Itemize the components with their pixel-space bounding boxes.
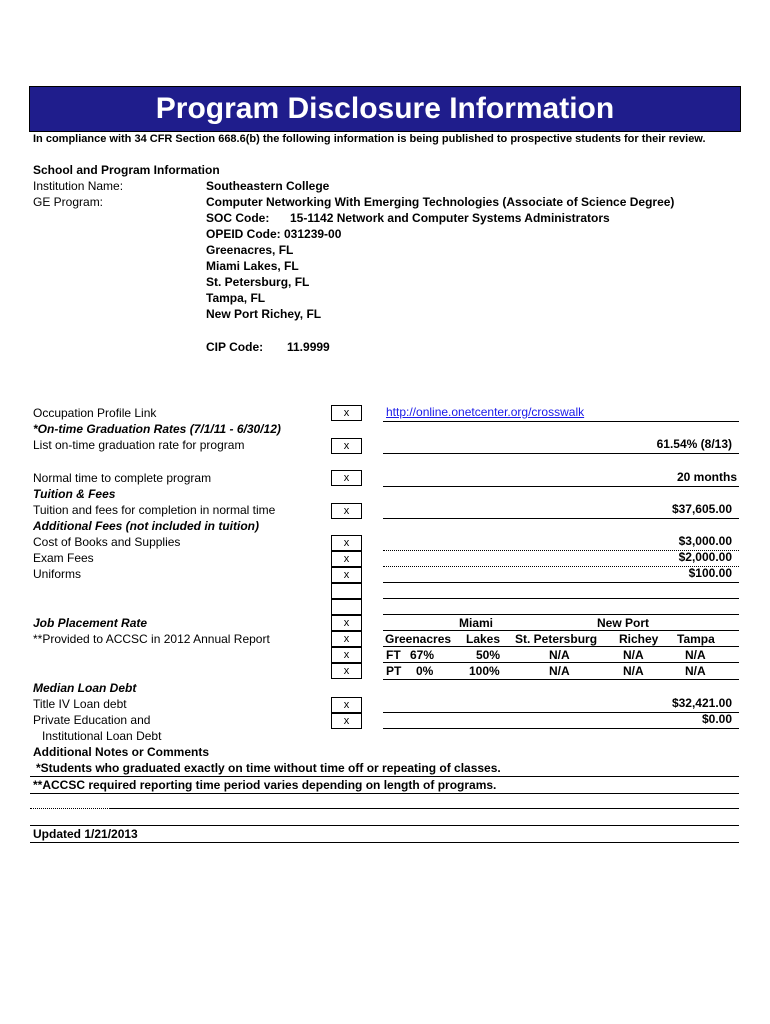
pt-tampa: N/A xyxy=(685,664,706,678)
pt-row-line xyxy=(383,679,739,680)
location-greenacres: Greenacres, FL xyxy=(206,243,294,257)
col-richey: Richey xyxy=(619,632,659,646)
normal-time-label: Normal time to complete program xyxy=(33,471,212,485)
location-new-port-richey: New Port Richey, FL xyxy=(206,307,322,321)
title-iv-underline xyxy=(383,712,739,713)
exam-fees-underline xyxy=(383,566,739,567)
ft-tampa: N/A xyxy=(685,648,706,662)
uniforms-checkbox: x xyxy=(331,567,362,583)
location-tampa: Tampa, FL xyxy=(206,291,266,305)
updated-date: Updated 1/21/2013 xyxy=(33,827,138,841)
title-iv-label: Title IV Loan debt xyxy=(33,697,127,711)
uniforms-value: $100.00 xyxy=(688,566,732,580)
tuition-underline xyxy=(383,518,739,519)
soc-code-label: SOC Code: xyxy=(206,211,270,225)
job-placement-note: **Provided to ACCSC in 2012 Annual Report xyxy=(33,632,270,646)
empty-underline xyxy=(383,614,739,615)
ft-lakes: 50% xyxy=(476,648,501,662)
col-greenacres: Greenacres xyxy=(385,632,452,646)
job-placement-heading: Job Placement Rate xyxy=(33,616,148,630)
tuition-label: Tuition and fees for completion in normal time xyxy=(33,503,276,517)
ft-greenacres: 67% xyxy=(410,648,435,662)
exam-fees-value: $2,000.00 xyxy=(678,550,732,564)
normal-time-checkbox: x xyxy=(331,470,362,486)
bottom-divider xyxy=(30,842,739,843)
col-st-petersburg: St. Petersburg xyxy=(515,632,598,646)
occupation-underline xyxy=(383,421,739,422)
note-on-time: *Students who graduated exactly on time without time off or repeating of classes. xyxy=(36,761,501,775)
books-value: $3,000.00 xyxy=(678,534,732,548)
tuition-heading: Tuition & Fees xyxy=(33,487,116,501)
additional-fees-heading: Additional Fees (not included in tuition) xyxy=(33,519,259,533)
pt-greenacres: 0% xyxy=(416,664,434,678)
normal-time-value: 20 months xyxy=(676,470,737,484)
placement-checkbox: x xyxy=(331,631,362,647)
compliance-statement: In compliance with 34 CFR Section 668.6(b) the following information is being published to prospective students for their review. xyxy=(33,133,706,145)
tuition-checkbox: x xyxy=(331,503,362,519)
dotted-divider xyxy=(30,808,110,809)
col-top-new-port: New Port xyxy=(597,616,650,630)
note-divider xyxy=(110,808,739,809)
exam-fees-label: Exam Fees xyxy=(33,551,94,565)
tuition-value: $37,605.00 xyxy=(671,502,732,516)
exam-fees-checkbox: x xyxy=(331,551,362,567)
private-loan-underline xyxy=(383,728,739,729)
uniforms-label: Uniforms xyxy=(33,567,82,581)
pt-lakes: 100% xyxy=(469,664,500,678)
empty-underline xyxy=(383,598,739,599)
pt-st-petersburg: N/A xyxy=(549,664,570,678)
ft-st-petersburg: N/A xyxy=(549,648,570,662)
occupation-label: Occupation Profile Link xyxy=(33,406,157,420)
program-name: Computer Networking With Emerging Technologies (Associate of Science Degree) xyxy=(206,195,675,209)
graduation-label: List on-time graduation rate for program xyxy=(33,438,245,452)
graduation-checkbox: x xyxy=(331,438,362,454)
institution-value: Southeastern College xyxy=(206,179,330,193)
placement-checkbox: x xyxy=(331,663,362,679)
school-section-heading: School and Program Information xyxy=(33,163,220,177)
occupation-checkbox: x xyxy=(331,405,362,421)
placement-checkbox: x xyxy=(331,615,362,631)
soc-code-value: 15-1142 Network and Computer Systems Administrators xyxy=(290,211,610,225)
pt-richey: N/A xyxy=(623,664,644,678)
loan-heading: Median Loan Debt xyxy=(33,681,137,695)
col-tampa: Tampa xyxy=(677,632,715,646)
notes-heading: Additional Notes or Comments xyxy=(33,745,210,759)
graduation-value: 61.54% (8/13) xyxy=(656,437,732,451)
title-iv-value: $32,421.00 xyxy=(671,696,732,710)
note-accsc: **ACCSC required reporting time period varies depending on length of programs. xyxy=(33,778,497,792)
graduation-heading: *On-time Graduation Rates (7/1/11 - 6/30/12) xyxy=(33,422,281,436)
empty-box xyxy=(331,583,362,599)
ft-label: FT xyxy=(386,648,401,662)
normal-time-underline xyxy=(383,486,739,487)
private-loan-value: $0.00 xyxy=(701,712,732,726)
ft-richey: N/A xyxy=(623,648,644,662)
pt-label: PT xyxy=(386,664,402,678)
cip-code-value: 11.9999 xyxy=(287,340,330,354)
location-miami-lakes: Miami Lakes, FL xyxy=(206,259,299,273)
occupation-link[interactable]: http://online.onetcenter.org/crosswalk xyxy=(386,405,585,419)
location-st-petersburg: St. Petersburg, FL xyxy=(206,275,310,289)
graduation-underline xyxy=(383,453,739,454)
uniforms-underline xyxy=(383,582,739,583)
col-lakes: Lakes xyxy=(466,632,501,646)
title-iv-checkbox: x xyxy=(331,697,362,713)
books-label: Cost of Books and Supplies xyxy=(33,535,181,549)
placement-checkbox: x xyxy=(331,647,362,663)
books-checkbox: x xyxy=(331,535,362,551)
ge-program-label: GE Program: xyxy=(33,195,104,209)
private-loan-label: Private Education and xyxy=(33,713,151,727)
note-divider xyxy=(30,793,739,794)
opeid-code: OPEID Code: 031239-00 xyxy=(206,227,342,241)
empty-box xyxy=(331,599,362,615)
col-top-miami: Miami xyxy=(459,616,494,630)
private-loan-checkbox: x xyxy=(331,713,362,729)
page-title: Program Disclosure Information xyxy=(29,86,741,132)
institution-label: Institution Name: xyxy=(33,179,124,193)
private-loan-label-2: Institutional Loan Debt xyxy=(42,729,162,743)
cip-code-label: CIP Code: xyxy=(206,340,264,354)
